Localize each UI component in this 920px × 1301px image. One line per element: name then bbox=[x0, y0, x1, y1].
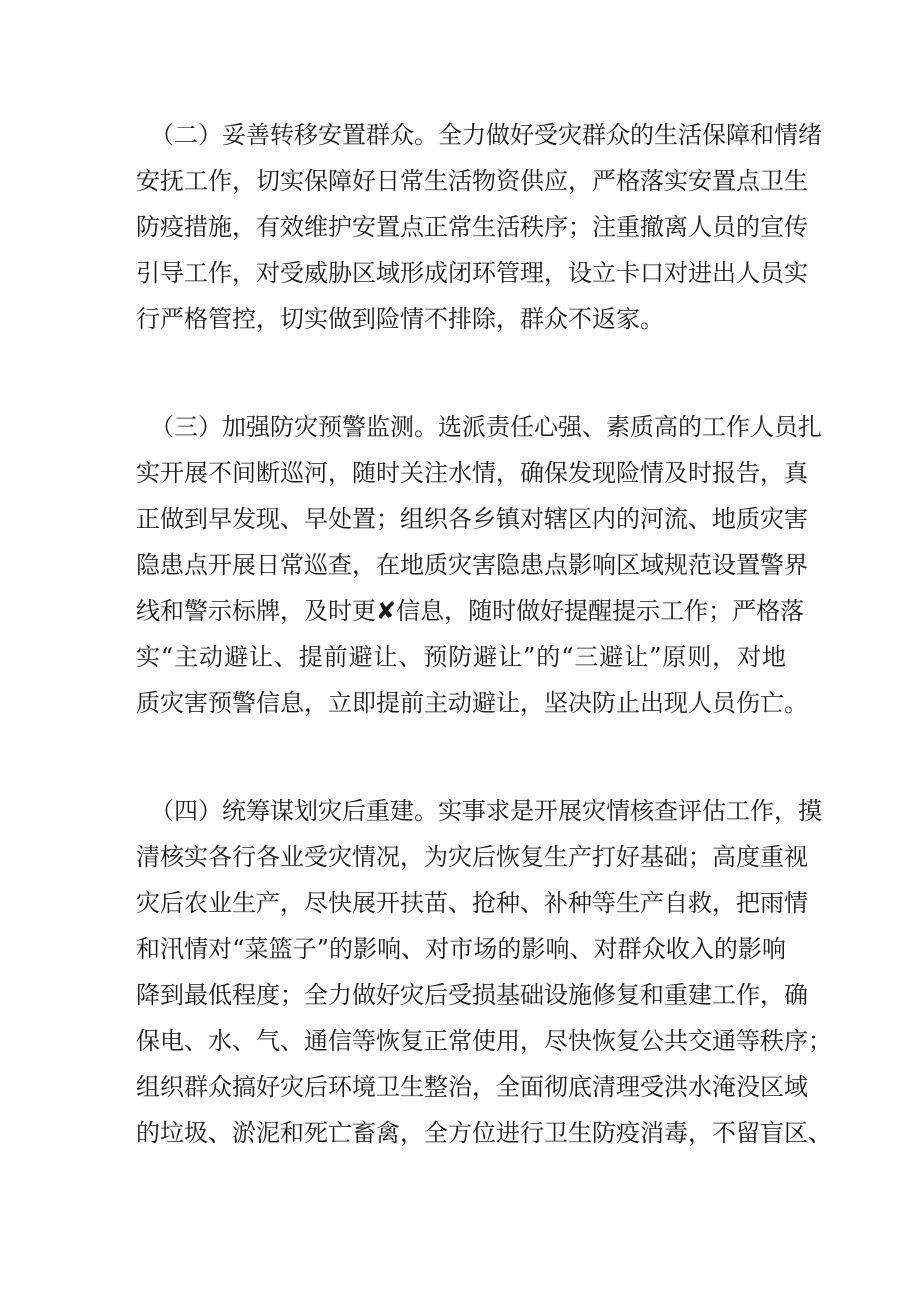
text-line: 和汛情对“菜篮子”的影响、对市场的影响、对群众收入的影响 bbox=[136, 935, 786, 963]
text-line: 清核实各行各业受灾情况，为灾后恢复生产打好基础；高度重视 bbox=[136, 843, 808, 871]
text-line: 安抚工作，切实保障好日常生活物资供应，严格落实安置点卫生 bbox=[136, 167, 808, 195]
text-line: 实开展不间断巡河，随时关注水情，确保发现险情及时报告，真 bbox=[136, 459, 808, 487]
text-line: 引导工作，对受威胁区域形成闭环管理，设立卡口对进出人员实 bbox=[136, 259, 808, 287]
text-line: 线和警示标牌，及时更✘信息，随时做好提醒提示工作；严格落 bbox=[136, 597, 805, 625]
text-line: 质灾害预警信息，立即提前主动避让，坚决防止出现人员伤亡。 bbox=[136, 689, 808, 717]
text-line: （二）妥善转移安置群众。全力做好受灾群众的生活保障和情绪 bbox=[150, 121, 822, 149]
text-line: 保电、水、气、通信等恢复正常使用，尽快恢复公共交通等秩序； bbox=[136, 1027, 832, 1055]
text-line: 实“主动避让、提前避让、预防避让”的“三避让”原则，对地 bbox=[136, 643, 786, 671]
text-line: 组织群众搞好灾后环境卫生整治，全面彻底清理受洪水淹没区域 bbox=[136, 1073, 808, 1101]
text-line: 行严格管控，切实做到险情不排除，群众不返家。 bbox=[136, 305, 664, 333]
text-line: 降到最低程度；全力做好灾后受损基础设施修复和重建工作，确 bbox=[136, 981, 808, 1009]
text-line: 灾后农业生产，尽快展开扶苗、抢种、补种等生产自救，把雨情 bbox=[136, 889, 808, 917]
paragraph-warning-monitoring bbox=[136, 404, 822, 726]
text-line: 正做到早发现、早处置；组织各乡镇对辖区内的河流、地质灾害 bbox=[136, 505, 808, 533]
text-line: 防疫措施，有效维护安置点正常生活秩序；注重撤离人员的宣传 bbox=[136, 213, 808, 241]
text-line: （四）统筹谋划灾后重建。实事求是开展灾情核查评估工作，摸 bbox=[150, 797, 822, 825]
paragraph-resettlement bbox=[136, 112, 822, 342]
text-line: 隐患点开展日常巡查，在地质灾害隐患点影响区域规范设置警界 bbox=[136, 551, 808, 579]
paragraph-reconstruction bbox=[136, 788, 832, 1156]
text-line: 的垃圾、淤泥和死亡畜禽，全方位进行卫生防疫消毒，不留盲区、 bbox=[136, 1119, 832, 1147]
text-line: （三）加强防灾预警监测。选派责任心强、素质高的工作人员扎 bbox=[150, 413, 822, 441]
